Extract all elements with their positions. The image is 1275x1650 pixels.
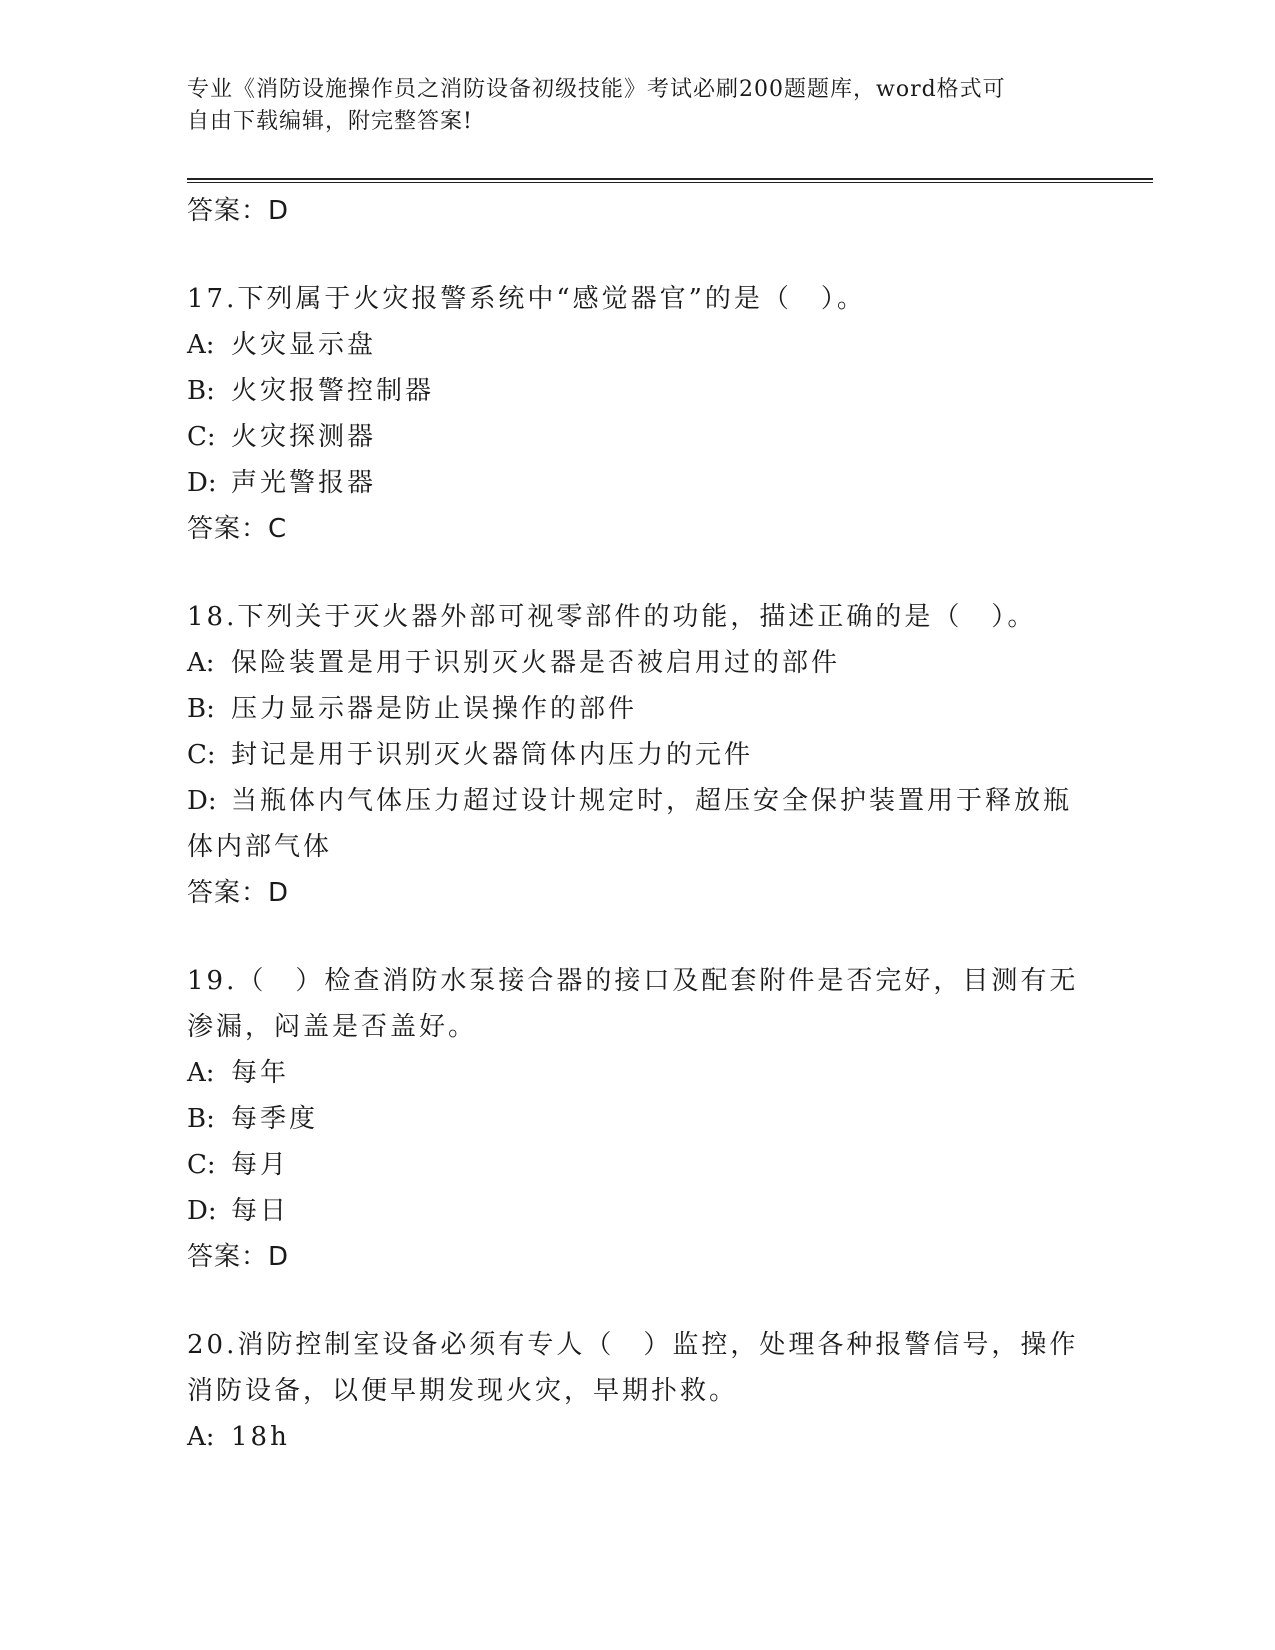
option-letter: C: (187, 1150, 216, 1180)
answer-line: 答案：D (187, 1242, 290, 1272)
option-text: 每月 (231, 1150, 290, 1180)
option-text: 当瓶体内气体压力超过设计规定时，超压安全保护装置用于释放瓶体内部气体 (187, 786, 1073, 862)
option-letter: A: (187, 330, 215, 360)
option-text: 每日 (231, 1196, 290, 1226)
option-letter: D: (187, 786, 217, 816)
option-text: 保险装置是用于识别灭火器是否被启用过的部件 (231, 648, 841, 678)
option-text: 18h (231, 1422, 290, 1452)
option-b (187, 686, 1087, 732)
document-header (187, 74, 1087, 138)
question-stem: 17.下列属于火灾报警系统中“感觉器官”的是（ ）。 (187, 284, 866, 314)
option-letter: C: (187, 740, 216, 770)
option-letter: A: (187, 1422, 215, 1452)
question-20 (187, 1322, 1087, 1460)
answer-line: 答案：C (187, 514, 288, 544)
question-stem: 20.消防控制室设备必须有专人（ ）监控，处理各种报警信号，操作消防设备，以便早期发现火灾，早期扑救。 (187, 1330, 1079, 1406)
option-letter: D: (187, 1196, 217, 1226)
option-letter: B: (187, 376, 215, 406)
answer-line: 答案：D (187, 878, 290, 908)
question-19 (187, 958, 1087, 1280)
question-list (187, 188, 1087, 1460)
option-letter: D: (187, 468, 217, 498)
option-a (187, 1414, 1087, 1460)
option-text: 封记是用于识别灭火器筒体内压力的元件 (231, 740, 754, 770)
option-text: 火灾探测器 (231, 422, 377, 452)
question-17 (187, 276, 1087, 552)
option-text: 每季度 (231, 1104, 319, 1134)
option-letter: C: (187, 422, 216, 452)
option-text: 火灾显示盘 (231, 330, 377, 360)
option-text: 火灾报警控制器 (231, 376, 435, 406)
option-c (187, 414, 1087, 460)
option-d (187, 460, 1087, 506)
option-letter: A: (187, 648, 215, 678)
option-a (187, 322, 1087, 368)
header-line-2: 自由下载编辑，附完整答案! (187, 109, 473, 134)
option-text: 声光警报器 (231, 468, 377, 498)
answer-line: 答案：D (187, 196, 290, 226)
option-c (187, 732, 1087, 778)
option-c (187, 1142, 1087, 1188)
question-stem: 19.（ ）检查消防水泵接合器的接口及配套附件是否完好，目测有无渗漏，闷盖是否盖好。 (187, 966, 1079, 1042)
option-b (187, 368, 1087, 414)
header-divider (187, 178, 1153, 183)
header-line-1: 专业《消防设施操作员之消防设备初级技能》考试必刷200题题库，word格式可 (187, 77, 1006, 102)
option-text: 每年 (231, 1058, 290, 1088)
option-d (187, 778, 1087, 870)
option-b (187, 1096, 1087, 1142)
option-a (187, 1050, 1087, 1096)
question-18 (187, 594, 1087, 916)
option-a (187, 640, 1087, 686)
option-letter: B: (187, 1104, 215, 1134)
option-d (187, 1188, 1087, 1234)
option-letter: A: (187, 1058, 215, 1088)
option-letter: B: (187, 694, 215, 724)
question-stem: 18.下列关于灭火器外部可视零部件的功能，描述正确的是（ ）。 (187, 602, 1037, 632)
option-text: 压力显示器是防止误操作的部件 (231, 694, 638, 724)
